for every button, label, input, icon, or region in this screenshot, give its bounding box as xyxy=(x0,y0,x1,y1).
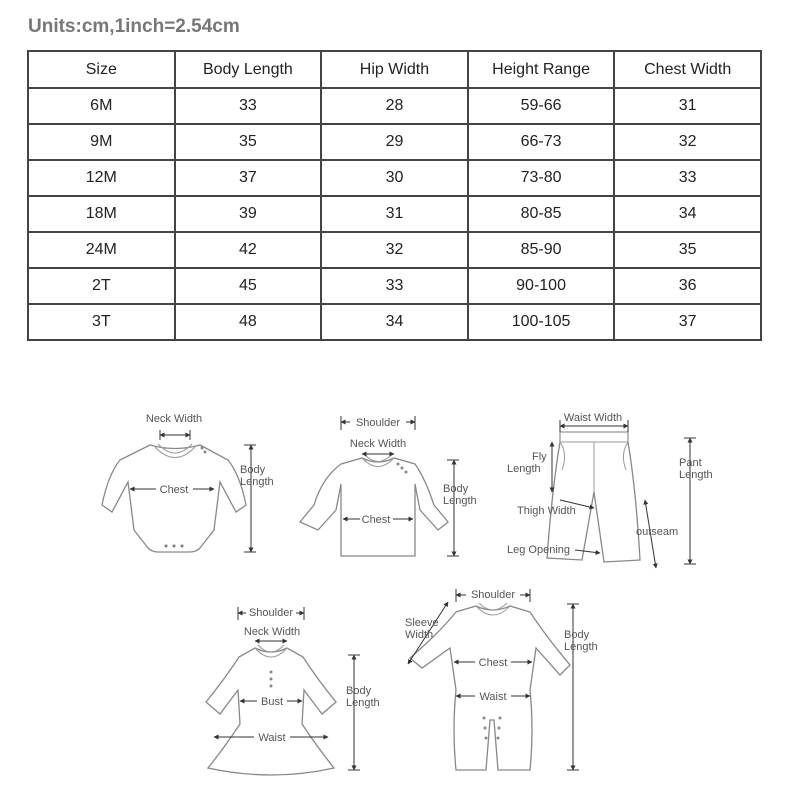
romper-waist-label: Waist xyxy=(479,691,507,703)
column-header-height-range: Height Range xyxy=(468,51,615,88)
dress-shoulder-label: Shoulder xyxy=(248,607,294,619)
table-cell: 28 xyxy=(321,88,468,124)
table-row xyxy=(28,232,761,268)
bodysuit-diagram xyxy=(102,413,274,552)
dress-neck-width-label: Neck Width xyxy=(243,626,301,638)
table-cell: 66-73 xyxy=(468,124,615,160)
pants-leg-opening-label: Leg Opening xyxy=(507,544,570,556)
dress-waist-label: Waist xyxy=(258,732,286,744)
dress-body-length-label-2: Length xyxy=(346,697,380,709)
column-header-size: Size xyxy=(28,51,175,88)
column-header-chest-width: Chest Width xyxy=(614,51,761,88)
table-cell: 45 xyxy=(175,268,322,304)
dress-diagram xyxy=(206,606,380,775)
romper-outline xyxy=(410,606,570,770)
pants-thigh-width-label: Thigh Width xyxy=(517,505,576,517)
table-cell: 39 xyxy=(175,196,322,232)
table-cell: 3T xyxy=(28,304,175,340)
table-cell: 9M xyxy=(28,124,175,160)
column-header-body-length: Body Length xyxy=(175,51,322,88)
units-note: Units:cm,1inch=2.54cm xyxy=(28,16,240,37)
dress-body-length-label-1: Body xyxy=(346,685,372,697)
pants-diagram xyxy=(507,412,713,568)
table-cell: 80-85 xyxy=(468,196,615,232)
table-cell: 73-80 xyxy=(468,160,615,196)
table-row xyxy=(28,160,761,196)
table-cell: 31 xyxy=(614,88,761,124)
table-cell: 35 xyxy=(175,124,322,160)
romper-sleeve-width-label-2: Width xyxy=(405,629,434,641)
table-cell: 29 xyxy=(321,124,468,160)
romper-chest-label: Chest xyxy=(478,657,508,669)
romper-diagram xyxy=(405,588,598,770)
bodysuit-outline xyxy=(102,445,246,552)
table-row xyxy=(28,268,761,304)
table-cell: 33 xyxy=(614,160,761,196)
top-body-length-label-2: Length xyxy=(443,495,477,507)
top-body-length-label-1: Body xyxy=(443,483,469,495)
table-cell: 34 xyxy=(321,304,468,340)
pants-pant-length-label-1: Pant xyxy=(679,457,702,469)
table-cell: 59-66 xyxy=(468,88,615,124)
table-cell: 34 xyxy=(614,196,761,232)
top-diagram xyxy=(300,415,477,556)
table-cell: 48 xyxy=(175,304,322,340)
table-cell: 37 xyxy=(614,304,761,340)
romper-shoulder-label: Shoulder xyxy=(470,589,516,601)
pants-fly-length-label-1: Fly xyxy=(532,451,547,463)
table-cell: 36 xyxy=(614,268,761,304)
romper-body-length-label-1: Body xyxy=(564,629,590,641)
bodysuit-chest-label: Chest xyxy=(159,484,189,496)
romper-sleeve-width-label-1: Sleeve xyxy=(405,617,439,629)
table-cell: 2T xyxy=(28,268,175,304)
table-cell: 100-105 xyxy=(468,304,615,340)
top-chest-label: Chest xyxy=(361,514,391,526)
table-row xyxy=(28,304,761,340)
top-neck-width-label: Neck Width xyxy=(349,438,407,450)
table-cell: 33 xyxy=(321,268,468,304)
size-chart-table xyxy=(27,50,762,341)
table-cell: 32 xyxy=(614,124,761,160)
garment-measurement-diagrams xyxy=(0,390,800,800)
table-cell: 12M xyxy=(28,160,175,196)
pants-pant-length-label-2: Length xyxy=(679,469,713,481)
table-cell: 33 xyxy=(175,88,322,124)
romper-body-length-label-2: Length xyxy=(564,641,598,653)
table-row xyxy=(28,124,761,160)
pants-waist-width-label: Waist Width xyxy=(563,412,623,424)
pants-outseam-label: outseam xyxy=(636,526,679,538)
top-shoulder-label: Shoulder xyxy=(355,417,401,429)
bodysuit-body-length-label-2: Length xyxy=(240,476,274,488)
table-cell: 6M xyxy=(28,88,175,124)
bodysuit-body-length-label-1: Body xyxy=(240,464,266,476)
table-cell: 90-100 xyxy=(468,268,615,304)
top-outline xyxy=(300,458,448,556)
bodysuit-neck-width-label: Neck Width xyxy=(145,413,203,425)
table-cell: 85-90 xyxy=(468,232,615,268)
dress-outline xyxy=(206,648,336,775)
table-cell: 24M xyxy=(28,232,175,268)
table-cell: 32 xyxy=(321,232,468,268)
table-cell: 18M xyxy=(28,196,175,232)
table-cell: 42 xyxy=(175,232,322,268)
table-cell: 30 xyxy=(321,160,468,196)
dress-bust-label: Bust xyxy=(260,696,284,708)
column-header-hip-width: Hip Width xyxy=(321,51,468,88)
table-cell: 35 xyxy=(614,232,761,268)
pants-fly-length-label-2: Length xyxy=(507,463,541,475)
table-cell: 31 xyxy=(321,196,468,232)
table-header-row xyxy=(28,51,761,88)
table-cell: 37 xyxy=(175,160,322,196)
table-row xyxy=(28,88,761,124)
table-row xyxy=(28,196,761,232)
